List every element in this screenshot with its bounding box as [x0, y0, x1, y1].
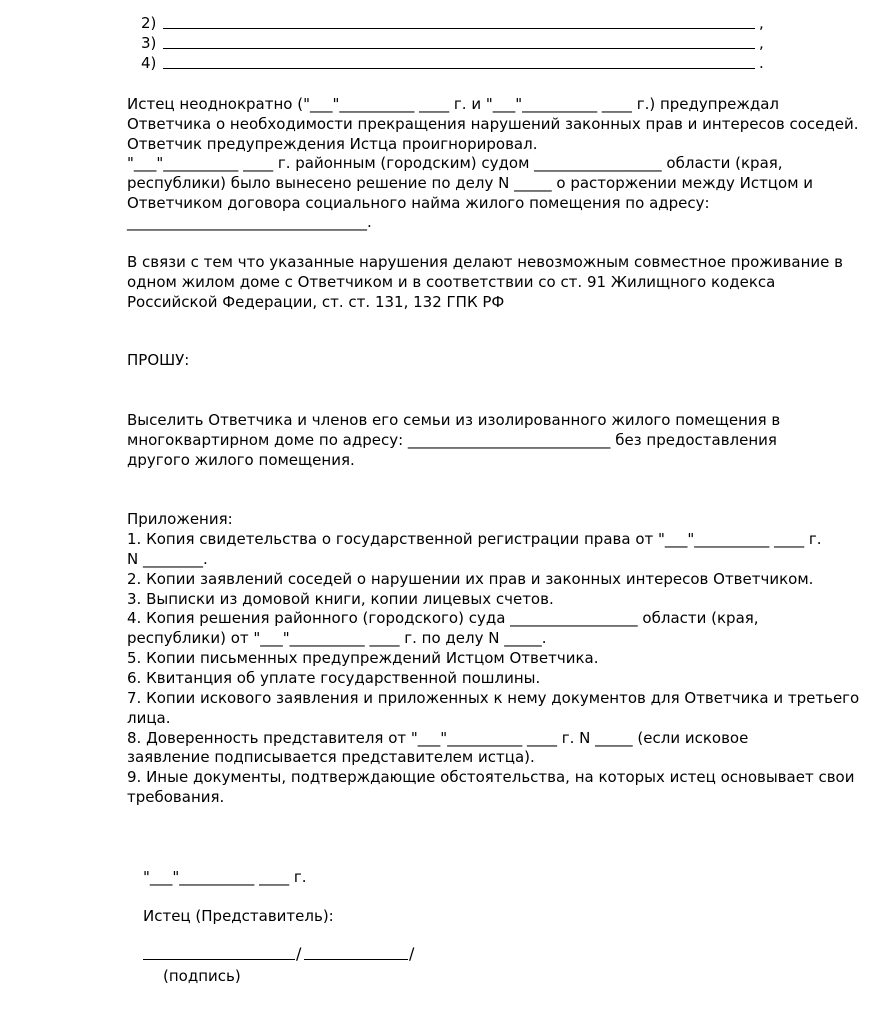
list-item — [127, 34, 777, 54]
date-line: "___"__________ ____ г. — [143, 868, 307, 886]
attachment-line: лица. — [127, 709, 171, 727]
attachments-heading: Приложения: — [127, 510, 233, 528]
attachment-line: 7. Копии искового заявления и приложенных к нему документов для Ответчика и третьего — [127, 689, 860, 707]
attachment-line: требования. — [127, 788, 225, 806]
attachment-line: 2. Копии заявлений соседей о нарушении их прав и законных интересов Ответчиком. — [127, 570, 814, 588]
request-line: другого жилого помещения. — [127, 451, 355, 469]
list-item — [127, 54, 777, 74]
blank-line — [163, 48, 755, 49]
paragraph-line: Ответчик предупреждения Истца проигнорировал. — [127, 135, 538, 153]
list-item — [127, 14, 777, 34]
attachment-line: 9. Иные документы, подтверждающие обстоятельства, на которых истец основывает свои — [127, 768, 855, 786]
attachment-line: 6. Квитанция об уплате государственной пошлины. — [127, 669, 541, 687]
item-end: , — [759, 14, 764, 32]
signature-line — [143, 944, 433, 964]
name-blank — [304, 959, 408, 960]
attachment-line: республики) от "___"__________ ____ г. по делу N _____. — [127, 629, 547, 647]
signature-separator: / — [296, 944, 302, 963]
paragraph-line: Ответчиком договора социального найма жилого помещения по адресу: — [127, 194, 710, 212]
attachment-line: N ________. — [127, 550, 208, 568]
attachment-line: 1. Копия свидетельства о государственной регистрации права от "___"__________ ____ г. — [127, 530, 822, 548]
paragraph-line: В связи с тем что указанные нарушения делают невозможным совместное проживание в — [127, 253, 843, 271]
paragraph-line: Ответчика о необходимости прекращения нарушений законных прав и интересов соседей. — [127, 115, 859, 133]
attachment-line: заявление подписывается представителем истца). — [127, 748, 535, 766]
signature-caption: (подпись) — [163, 967, 241, 985]
item-end: , — [759, 34, 764, 52]
request-line: Выселить Ответчика и членов его семьи из изолированного жилого помещения в — [127, 411, 781, 429]
attachment-line: 8. Доверенность представителя от "___"__________ ____ г. N _____ (если исковое — [127, 729, 749, 747]
item-number: 4) — [141, 54, 157, 72]
signature-blank — [143, 959, 295, 960]
attachment-line: 3. Выписки из домовой книги, копии лицевых счетов. — [127, 590, 554, 608]
attachment-line: 4. Копия решения районного (городского) суда _________________ области (края, — [127, 609, 759, 627]
paragraph-line: Российской Федерации, ст. ст. 131, 132 ГПК РФ — [127, 293, 505, 311]
item-end: . — [759, 54, 764, 72]
blank-line — [163, 68, 755, 69]
blank-line — [163, 28, 755, 29]
paragraph-line: "___"__________ ____ г. районным (городским) судом _________________ области (края, — [127, 154, 783, 172]
paragraph-line: республики) было вынесено решение по делу N _____ о расторжении между Истцом и — [127, 174, 814, 192]
request-line: многоквартирном доме по адресу: ___________________________ без предоставления — [127, 431, 777, 449]
request-heading: ПРОШУ: — [127, 351, 190, 369]
paragraph-line: ________________________________. — [127, 213, 372, 231]
signature-separator: / — [409, 944, 415, 963]
plaintiff-label: Истец (Представитель): — [143, 907, 334, 925]
item-number: 3) — [141, 34, 157, 52]
item-number: 2) — [141, 14, 157, 32]
paragraph-line: одном жилом доме с Ответчиком и в соответствии со ст. 91 Жилищного кодекса — [127, 273, 776, 291]
attachment-line: 5. Копии письменных предупреждений Истцом Ответчика. — [127, 649, 599, 667]
paragraph-line: Истец неоднократно ("___"__________ ____ г. и "___"__________ ____ г.) предупреждал — [127, 95, 779, 113]
